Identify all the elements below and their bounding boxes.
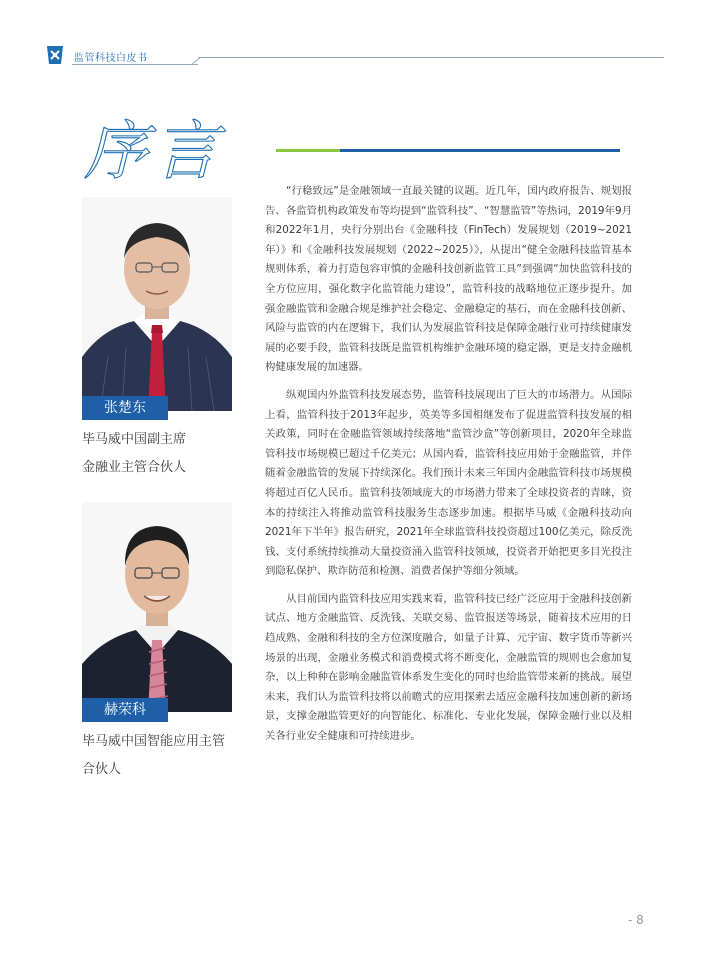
title-rule-green bbox=[276, 149, 340, 152]
person-role bbox=[82, 426, 242, 482]
page-number: - 8 bbox=[628, 913, 644, 927]
header-title: 监管科技白皮书 bbox=[74, 53, 148, 64]
title-rule-blue bbox=[340, 149, 620, 152]
body-paragraph: “行稳致远”是金融领域一直最关键的议题。近几年，国内政府报告、规划报告、各监管机构政策发布等均提到“监管科技”、“智慧监管”等热词，2019年9月和2022年1月，央行分别出台《金融科技（FinTech）发展规划（2019~2021年）》和《金融科技发展规划（2022~2025）》，从提出“健全金融科技监管基本规则体系，着力打造包容审慎的金融科技创新监管工具”到强调“加快监管科技的全方位应用，强化数字化监管能力建设”，监管科技的战略地位正逐步提升。加强金融监管和金融合规是维护社会稳定、金融稳定的基石，而在金融科技创新、风险与监管的内在逻辑下，我们认为发展监管科技是保障金融行业可持续健康发展的必要手段，监管科技既是监管机构维护金融环境的稳定器，更是支持金融机构健康发展的加速器。 bbox=[265, 185, 632, 374]
page-header bbox=[44, 44, 664, 68]
person-role-line: 合伙人 bbox=[82, 762, 122, 777]
person-role-line: 毕马威中国副主席 bbox=[82, 432, 187, 447]
svg-text:序言: 序言 bbox=[84, 115, 224, 185]
body-paragraph: 纵观国内外监管科技发展态势，监管科技展现出了巨大的市场潜力。从国际上看，监管科技于2013年起步，英美等多国相继发布了促进监管科技发展的相关政策，同时在金融监管领域持续落地“监管沙盒”等创新项目，2020年全球监管科技市场规模已超过千亿美元；从国内看，监管科技应用始于金融监管，并伴随着金融监管的发展下持续深化。我们预计未来三年国内金融监管科技市场规模将超过百亿人民币。监管科技领域庞大的市场潜力带来了全球投资者的青睐，资本的持续注入将推动监管科技服务生态逐步加速。根据毕马威《金融科技动向2021年下半年》报告研究，2021年全球监管科技投资超过100亿美元，除反洗钱、支付系统持续推动大量投资涌入监管科技领域，投资者开始把更多目光投注到隐私保护、欺诈防范和检测、消费者保护等细分领域。 bbox=[265, 388, 632, 578]
page-title bbox=[84, 113, 274, 185]
person-name-tag: 赫荣科 bbox=[82, 698, 168, 722]
person-role bbox=[82, 728, 242, 784]
header-divider-slant bbox=[191, 57, 201, 65]
body-paragraph: 从目前国内监管科技应用实践来看，监管科技已经广泛应用于金融科技创新试点、地方金融监管、反洗钱、关联交易、监管报送等场景，随着技术应用的日趋成熟、金融和科技的全方位深度融合，如量子计算、元宇宙、数字货币等新兴场景的出现，金融业务模式和消费模式将不断变化，金融监管的规则也会愈加复杂，以上种种在影响金融监管体系发生变化的同时也给监管带来新的挑战。展望未来，我们认为监管科技将以前瞻式的应用探索去适应金融科技加速创新的新场景，支撑金融监管更好的向智能化、标准化、专业化发展，保障金融行业以及相关各行业安全健康和可持续进步。 bbox=[265, 592, 632, 743]
kpmg-shield-icon bbox=[44, 44, 66, 66]
person-role-line: 金融业主管合伙人 bbox=[82, 460, 187, 475]
preface-body bbox=[265, 182, 632, 755]
header-divider bbox=[72, 64, 198, 65]
person-role-line: 毕马威中国智能应用主管 bbox=[82, 734, 226, 749]
header-divider-long bbox=[198, 57, 664, 58]
portrait-photo-2 bbox=[82, 502, 232, 712]
portrait-photo-1 bbox=[82, 197, 232, 411]
person-name-tag: 张楚东 bbox=[82, 396, 168, 420]
